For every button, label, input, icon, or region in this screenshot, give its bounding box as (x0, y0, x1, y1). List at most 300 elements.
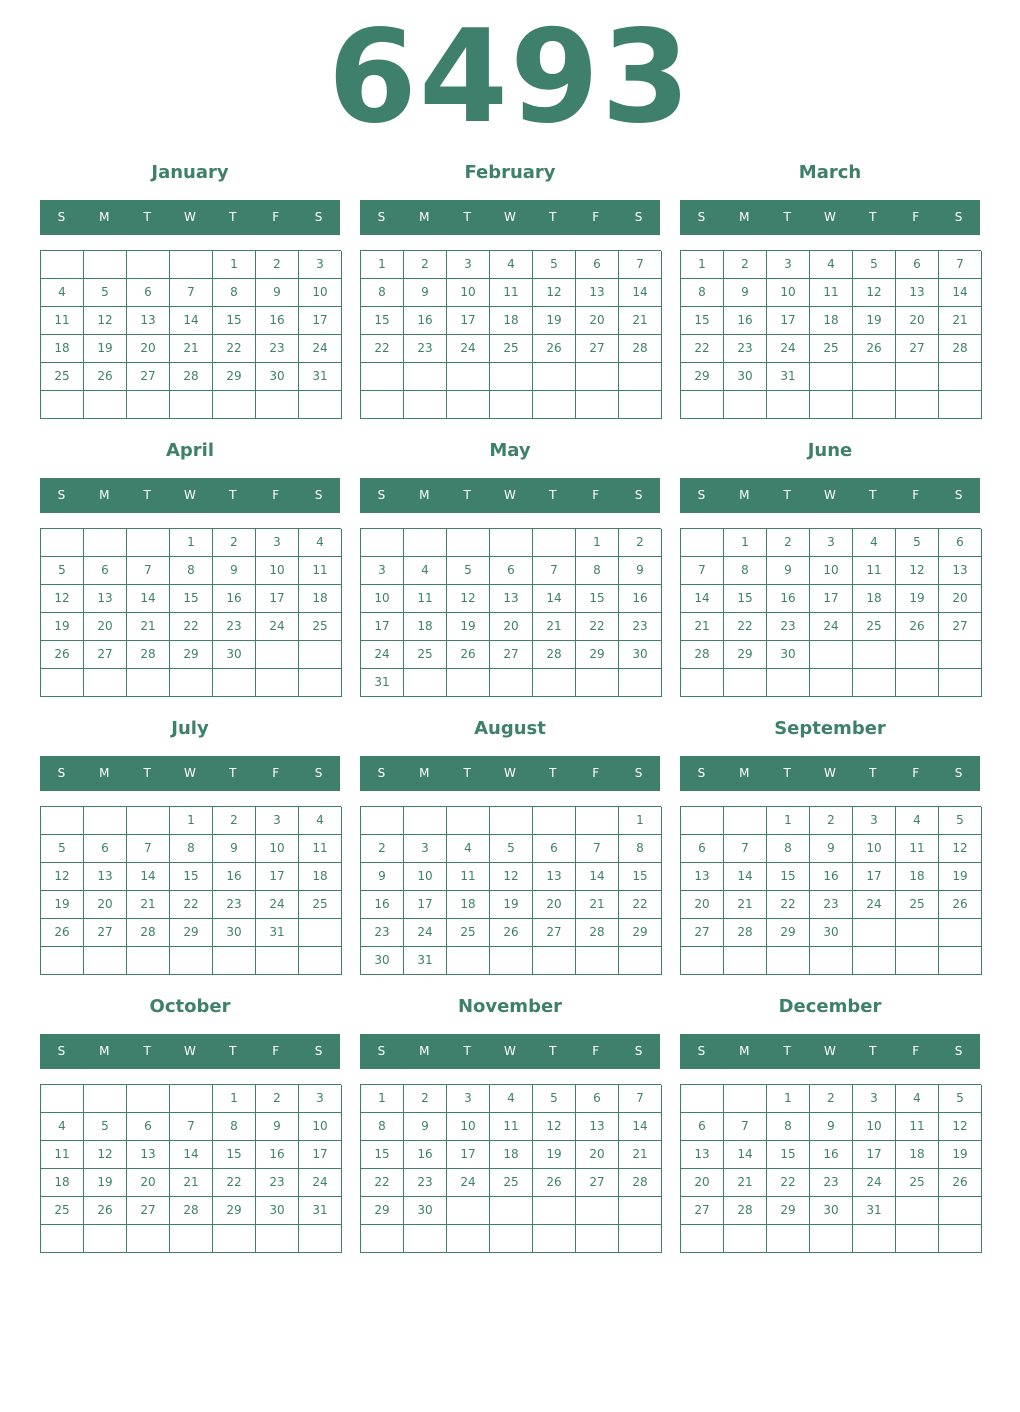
empty-cell (896, 1225, 939, 1253)
day-cell: 7 (681, 557, 724, 585)
day-cell: 6 (681, 835, 724, 863)
day-cell: 2 (619, 529, 662, 557)
weekday-label: S (634, 210, 643, 224)
day-cell: 25 (490, 335, 533, 363)
empty-cell (447, 391, 490, 419)
weekday-label: F (912, 766, 920, 780)
day-cell: 22 (767, 1169, 810, 1197)
empty-cell (299, 1225, 342, 1253)
day-cell: 10 (299, 1113, 342, 1141)
day-cell: 14 (724, 863, 767, 891)
weekday-header (40, 200, 340, 235)
empty-cell (724, 391, 767, 419)
day-cell: 10 (853, 835, 896, 863)
empty-cell (896, 919, 939, 947)
day-grid (360, 806, 661, 975)
day-cell: 19 (41, 613, 84, 641)
day-cell: 25 (299, 613, 342, 641)
day-cell: 20 (127, 335, 170, 363)
empty-cell (84, 947, 127, 975)
day-cell: 18 (404, 613, 447, 641)
day-cell: 4 (896, 807, 939, 835)
day-cell: 29 (170, 919, 213, 947)
day-cell: 31 (299, 1197, 342, 1225)
day-cell: 4 (299, 529, 342, 557)
weekday-header (680, 1034, 980, 1069)
day-cell: 23 (256, 335, 299, 363)
empty-cell (939, 363, 982, 391)
day-cell: 9 (256, 1113, 299, 1141)
empty-cell (404, 363, 447, 391)
day-grid (680, 528, 981, 697)
day-cell: 20 (576, 1141, 619, 1169)
day-cell: 30 (256, 1197, 299, 1225)
day-cell: 2 (404, 251, 447, 279)
day-cell: 12 (939, 835, 982, 863)
day-cell: 26 (490, 919, 533, 947)
empty-cell (447, 669, 490, 697)
day-cell: 22 (681, 335, 724, 363)
day-cell: 11 (490, 279, 533, 307)
day-cell: 5 (84, 279, 127, 307)
empty-cell (724, 947, 767, 975)
day-cell: 15 (767, 1141, 810, 1169)
day-cell: 25 (299, 891, 342, 919)
weekday-label: S (377, 1044, 386, 1058)
empty-cell (681, 529, 724, 557)
empty-cell (576, 947, 619, 975)
day-cell: 3 (299, 1085, 342, 1113)
month-name: October (149, 996, 231, 1017)
day-cell: 3 (447, 251, 490, 279)
day-cell: 16 (213, 863, 256, 891)
empty-cell (853, 947, 896, 975)
day-cell: 22 (170, 613, 213, 641)
weekday-label: S (634, 488, 643, 502)
empty-cell (256, 669, 299, 697)
empty-cell (84, 1085, 127, 1113)
empty-cell (810, 1225, 853, 1253)
day-cell: 5 (853, 251, 896, 279)
empty-cell (853, 1225, 896, 1253)
day-cell: 26 (939, 1169, 982, 1197)
empty-cell (896, 669, 939, 697)
day-cell: 14 (127, 863, 170, 891)
day-cell: 23 (404, 335, 447, 363)
day-cell: 21 (127, 613, 170, 641)
day-cell: 2 (213, 807, 256, 835)
weekday-label: S (57, 1044, 66, 1058)
day-cell: 25 (896, 1169, 939, 1197)
day-cell: 10 (299, 279, 342, 307)
empty-cell (170, 947, 213, 975)
day-cell: 20 (84, 613, 127, 641)
day-cell: 6 (896, 251, 939, 279)
day-cell: 8 (681, 279, 724, 307)
day-cell: 3 (256, 807, 299, 835)
day-cell: 8 (619, 835, 662, 863)
day-cell: 11 (810, 279, 853, 307)
day-cell: 4 (447, 835, 490, 863)
day-cell: 8 (576, 557, 619, 585)
empty-cell (576, 1197, 619, 1225)
year-title: 6493 (327, 3, 693, 152)
day-cell: 13 (127, 307, 170, 335)
day-cell: 11 (299, 835, 342, 863)
day-cell: 29 (361, 1197, 404, 1225)
empty-cell (170, 1225, 213, 1253)
empty-cell (533, 947, 576, 975)
empty-cell (127, 947, 170, 975)
empty-cell (810, 363, 853, 391)
day-cell: 25 (896, 891, 939, 919)
day-cell: 28 (170, 1197, 213, 1225)
day-cell: 16 (361, 891, 404, 919)
empty-cell (41, 1085, 84, 1113)
day-cell: 2 (767, 529, 810, 557)
day-cell: 30 (724, 363, 767, 391)
day-cell: 24 (299, 335, 342, 363)
empty-cell (447, 529, 490, 557)
day-cell: 12 (84, 1141, 127, 1169)
weekday-label: W (504, 1044, 516, 1058)
day-cell: 29 (724, 641, 767, 669)
weekday-label: T (869, 766, 877, 780)
day-cell: 14 (170, 1141, 213, 1169)
day-cell: 18 (299, 863, 342, 891)
day-cell: 15 (170, 863, 213, 891)
day-cell: 13 (127, 1141, 170, 1169)
weekday-label: M (739, 766, 750, 780)
weekday-label: T (463, 488, 471, 502)
weekday-label: M (739, 488, 750, 502)
day-cell: 23 (810, 1169, 853, 1197)
day-grid (40, 250, 341, 419)
month-name: June (807, 440, 853, 461)
day-cell: 27 (84, 641, 127, 669)
day-cell: 12 (84, 307, 127, 335)
day-cell: 7 (170, 1113, 213, 1141)
day-cell: 11 (41, 1141, 84, 1169)
weekday-header (360, 756, 660, 791)
day-cell: 31 (767, 363, 810, 391)
weekday-label: F (912, 210, 920, 224)
empty-cell (619, 1197, 662, 1225)
empty-cell (490, 947, 533, 975)
empty-cell (170, 391, 213, 419)
day-cell: 11 (41, 307, 84, 335)
day-cell: 17 (767, 307, 810, 335)
day-cell: 6 (490, 557, 533, 585)
weekday-label: S (57, 210, 66, 224)
empty-cell (767, 669, 810, 697)
empty-cell (41, 391, 84, 419)
weekday-label: S (57, 766, 66, 780)
day-cell: 8 (213, 279, 256, 307)
weekday-label: T (549, 488, 557, 502)
empty-cell (896, 391, 939, 419)
day-cell: 5 (939, 807, 982, 835)
day-cell: 7 (939, 251, 982, 279)
day-grid (680, 1084, 981, 1253)
empty-cell (127, 1085, 170, 1113)
day-cell: 17 (810, 585, 853, 613)
month-name: November (457, 996, 563, 1017)
weekday-label: F (592, 1044, 600, 1058)
empty-cell (619, 363, 662, 391)
day-cell: 3 (256, 529, 299, 557)
day-cell: 10 (767, 279, 810, 307)
day-cell: 15 (170, 585, 213, 613)
empty-cell (447, 1197, 490, 1225)
empty-cell (533, 669, 576, 697)
day-cell: 7 (619, 251, 662, 279)
day-cell: 25 (41, 1197, 84, 1225)
day-cell: 9 (361, 863, 404, 891)
empty-cell (767, 947, 810, 975)
weekday-label: M (739, 1044, 750, 1058)
day-cell: 27 (84, 919, 127, 947)
day-cell: 27 (490, 641, 533, 669)
empty-cell (681, 1085, 724, 1113)
empty-cell (299, 919, 342, 947)
day-grid (360, 250, 661, 419)
day-cell: 12 (939, 1113, 982, 1141)
day-cell: 17 (404, 891, 447, 919)
day-cell: 31 (299, 363, 342, 391)
empty-cell (447, 947, 490, 975)
day-cell: 1 (361, 1085, 404, 1113)
day-cell: 16 (213, 585, 256, 613)
day-cell: 21 (170, 1169, 213, 1197)
day-cell: 28 (533, 641, 576, 669)
weekday-label: T (783, 210, 791, 224)
day-cell: 6 (84, 557, 127, 585)
empty-cell (361, 807, 404, 835)
empty-cell (84, 1225, 127, 1253)
day-cell: 1 (213, 1085, 256, 1113)
day-cell: 7 (533, 557, 576, 585)
empty-cell (939, 391, 982, 419)
weekday-label: T (869, 488, 877, 502)
day-cell: 31 (404, 947, 447, 975)
empty-cell (213, 1225, 256, 1253)
weekday-label: S (314, 210, 323, 224)
day-cell: 25 (490, 1169, 533, 1197)
empty-cell (41, 529, 84, 557)
day-cell: 1 (681, 251, 724, 279)
weekday-label: T (463, 210, 471, 224)
weekday-label: F (272, 488, 280, 502)
day-cell: 8 (767, 1113, 810, 1141)
weekday-label: F (272, 1044, 280, 1058)
day-cell: 25 (853, 613, 896, 641)
weekday-header (680, 756, 980, 791)
day-cell: 1 (170, 807, 213, 835)
day-cell: 8 (767, 835, 810, 863)
day-cell: 10 (447, 279, 490, 307)
day-cell: 7 (127, 835, 170, 863)
empty-cell (939, 1197, 982, 1225)
weekday-label: W (824, 210, 836, 224)
day-cell: 22 (619, 891, 662, 919)
weekday-label: F (912, 1044, 920, 1058)
day-cell: 13 (576, 1113, 619, 1141)
day-cell: 10 (404, 863, 447, 891)
empty-cell (447, 1225, 490, 1253)
day-cell: 11 (299, 557, 342, 585)
day-cell: 4 (853, 529, 896, 557)
empty-cell (84, 251, 127, 279)
weekday-label: S (697, 1044, 706, 1058)
day-cell: 11 (896, 1113, 939, 1141)
day-cell: 13 (533, 863, 576, 891)
month-name: August (474, 718, 546, 739)
day-cell: 3 (361, 557, 404, 585)
day-cell: 15 (213, 307, 256, 335)
day-cell: 19 (896, 585, 939, 613)
day-cell: 10 (361, 585, 404, 613)
day-cell: 3 (810, 529, 853, 557)
weekday-label: S (57, 488, 66, 502)
day-cell: 29 (767, 1197, 810, 1225)
day-cell: 7 (724, 835, 767, 863)
empty-cell (681, 807, 724, 835)
day-cell: 4 (41, 1113, 84, 1141)
weekday-label: T (549, 210, 557, 224)
day-cell: 21 (576, 891, 619, 919)
day-cell: 17 (361, 613, 404, 641)
day-cell: 19 (939, 1141, 982, 1169)
day-cell: 16 (256, 307, 299, 335)
day-cell: 24 (299, 1169, 342, 1197)
empty-cell (490, 529, 533, 557)
empty-cell (490, 1197, 533, 1225)
day-cell: 20 (576, 307, 619, 335)
day-cell: 6 (533, 835, 576, 863)
day-cell: 12 (490, 863, 533, 891)
weekday-label: S (634, 1044, 643, 1058)
day-cell: 24 (256, 613, 299, 641)
day-cell: 27 (939, 613, 982, 641)
month-name: September (774, 718, 886, 739)
day-cell: 6 (576, 1085, 619, 1113)
day-cell: 8 (724, 557, 767, 585)
day-cell: 24 (404, 919, 447, 947)
day-cell: 12 (533, 1113, 576, 1141)
day-cell: 2 (256, 251, 299, 279)
day-cell: 19 (84, 1169, 127, 1197)
weekday-label: S (377, 766, 386, 780)
empty-cell (170, 669, 213, 697)
day-cell: 22 (724, 613, 767, 641)
day-cell: 5 (41, 835, 84, 863)
empty-cell (84, 529, 127, 557)
empty-cell (533, 529, 576, 557)
day-cell: 15 (576, 585, 619, 613)
weekday-label: T (143, 488, 151, 502)
empty-cell (41, 1225, 84, 1253)
empty-cell (490, 391, 533, 419)
weekday-label: M (419, 488, 430, 502)
day-cell: 16 (810, 1141, 853, 1169)
empty-cell (681, 391, 724, 419)
weekday-label: F (912, 488, 920, 502)
day-cell: 7 (170, 279, 213, 307)
day-cell: 19 (84, 335, 127, 363)
empty-cell (256, 947, 299, 975)
day-cell: 30 (213, 641, 256, 669)
day-cell: 22 (361, 335, 404, 363)
empty-cell (404, 529, 447, 557)
day-cell: 26 (853, 335, 896, 363)
empty-cell (576, 669, 619, 697)
empty-cell (724, 807, 767, 835)
day-cell: 6 (84, 835, 127, 863)
weekday-label: F (272, 766, 280, 780)
empty-cell (84, 669, 127, 697)
day-cell: 3 (853, 1085, 896, 1113)
empty-cell (404, 391, 447, 419)
weekday-label: S (314, 1044, 323, 1058)
day-cell: 14 (724, 1141, 767, 1169)
empty-cell (127, 669, 170, 697)
day-cell: 13 (84, 585, 127, 613)
day-cell: 1 (576, 529, 619, 557)
day-cell: 13 (576, 279, 619, 307)
day-cell: 15 (361, 307, 404, 335)
day-cell: 17 (299, 1141, 342, 1169)
empty-cell (256, 641, 299, 669)
day-cell: 12 (41, 585, 84, 613)
day-cell: 5 (84, 1113, 127, 1141)
empty-cell (490, 669, 533, 697)
empty-cell (256, 1225, 299, 1253)
empty-cell (447, 363, 490, 391)
day-cell: 11 (853, 557, 896, 585)
day-cell: 10 (810, 557, 853, 585)
empty-cell (490, 807, 533, 835)
weekday-label: T (143, 1044, 151, 1058)
day-cell: 5 (939, 1085, 982, 1113)
empty-cell (724, 669, 767, 697)
day-cell: 15 (724, 585, 767, 613)
day-cell: 6 (127, 1113, 170, 1141)
empty-cell (533, 391, 576, 419)
day-cell: 23 (361, 919, 404, 947)
day-cell: 18 (853, 585, 896, 613)
empty-cell (939, 669, 982, 697)
day-cell: 26 (533, 335, 576, 363)
empty-cell (767, 1225, 810, 1253)
day-cell: 29 (767, 919, 810, 947)
day-cell: 26 (41, 641, 84, 669)
day-cell: 13 (681, 1141, 724, 1169)
day-cell: 22 (213, 1169, 256, 1197)
empty-cell (213, 669, 256, 697)
day-cell: 14 (681, 585, 724, 613)
day-cell: 13 (939, 557, 982, 585)
weekday-label: S (697, 488, 706, 502)
day-cell: 31 (256, 919, 299, 947)
day-cell: 18 (490, 307, 533, 335)
day-cell: 1 (724, 529, 767, 557)
empty-cell (170, 251, 213, 279)
empty-cell (853, 641, 896, 669)
day-cell: 20 (939, 585, 982, 613)
day-cell: 9 (767, 557, 810, 585)
empty-cell (576, 391, 619, 419)
